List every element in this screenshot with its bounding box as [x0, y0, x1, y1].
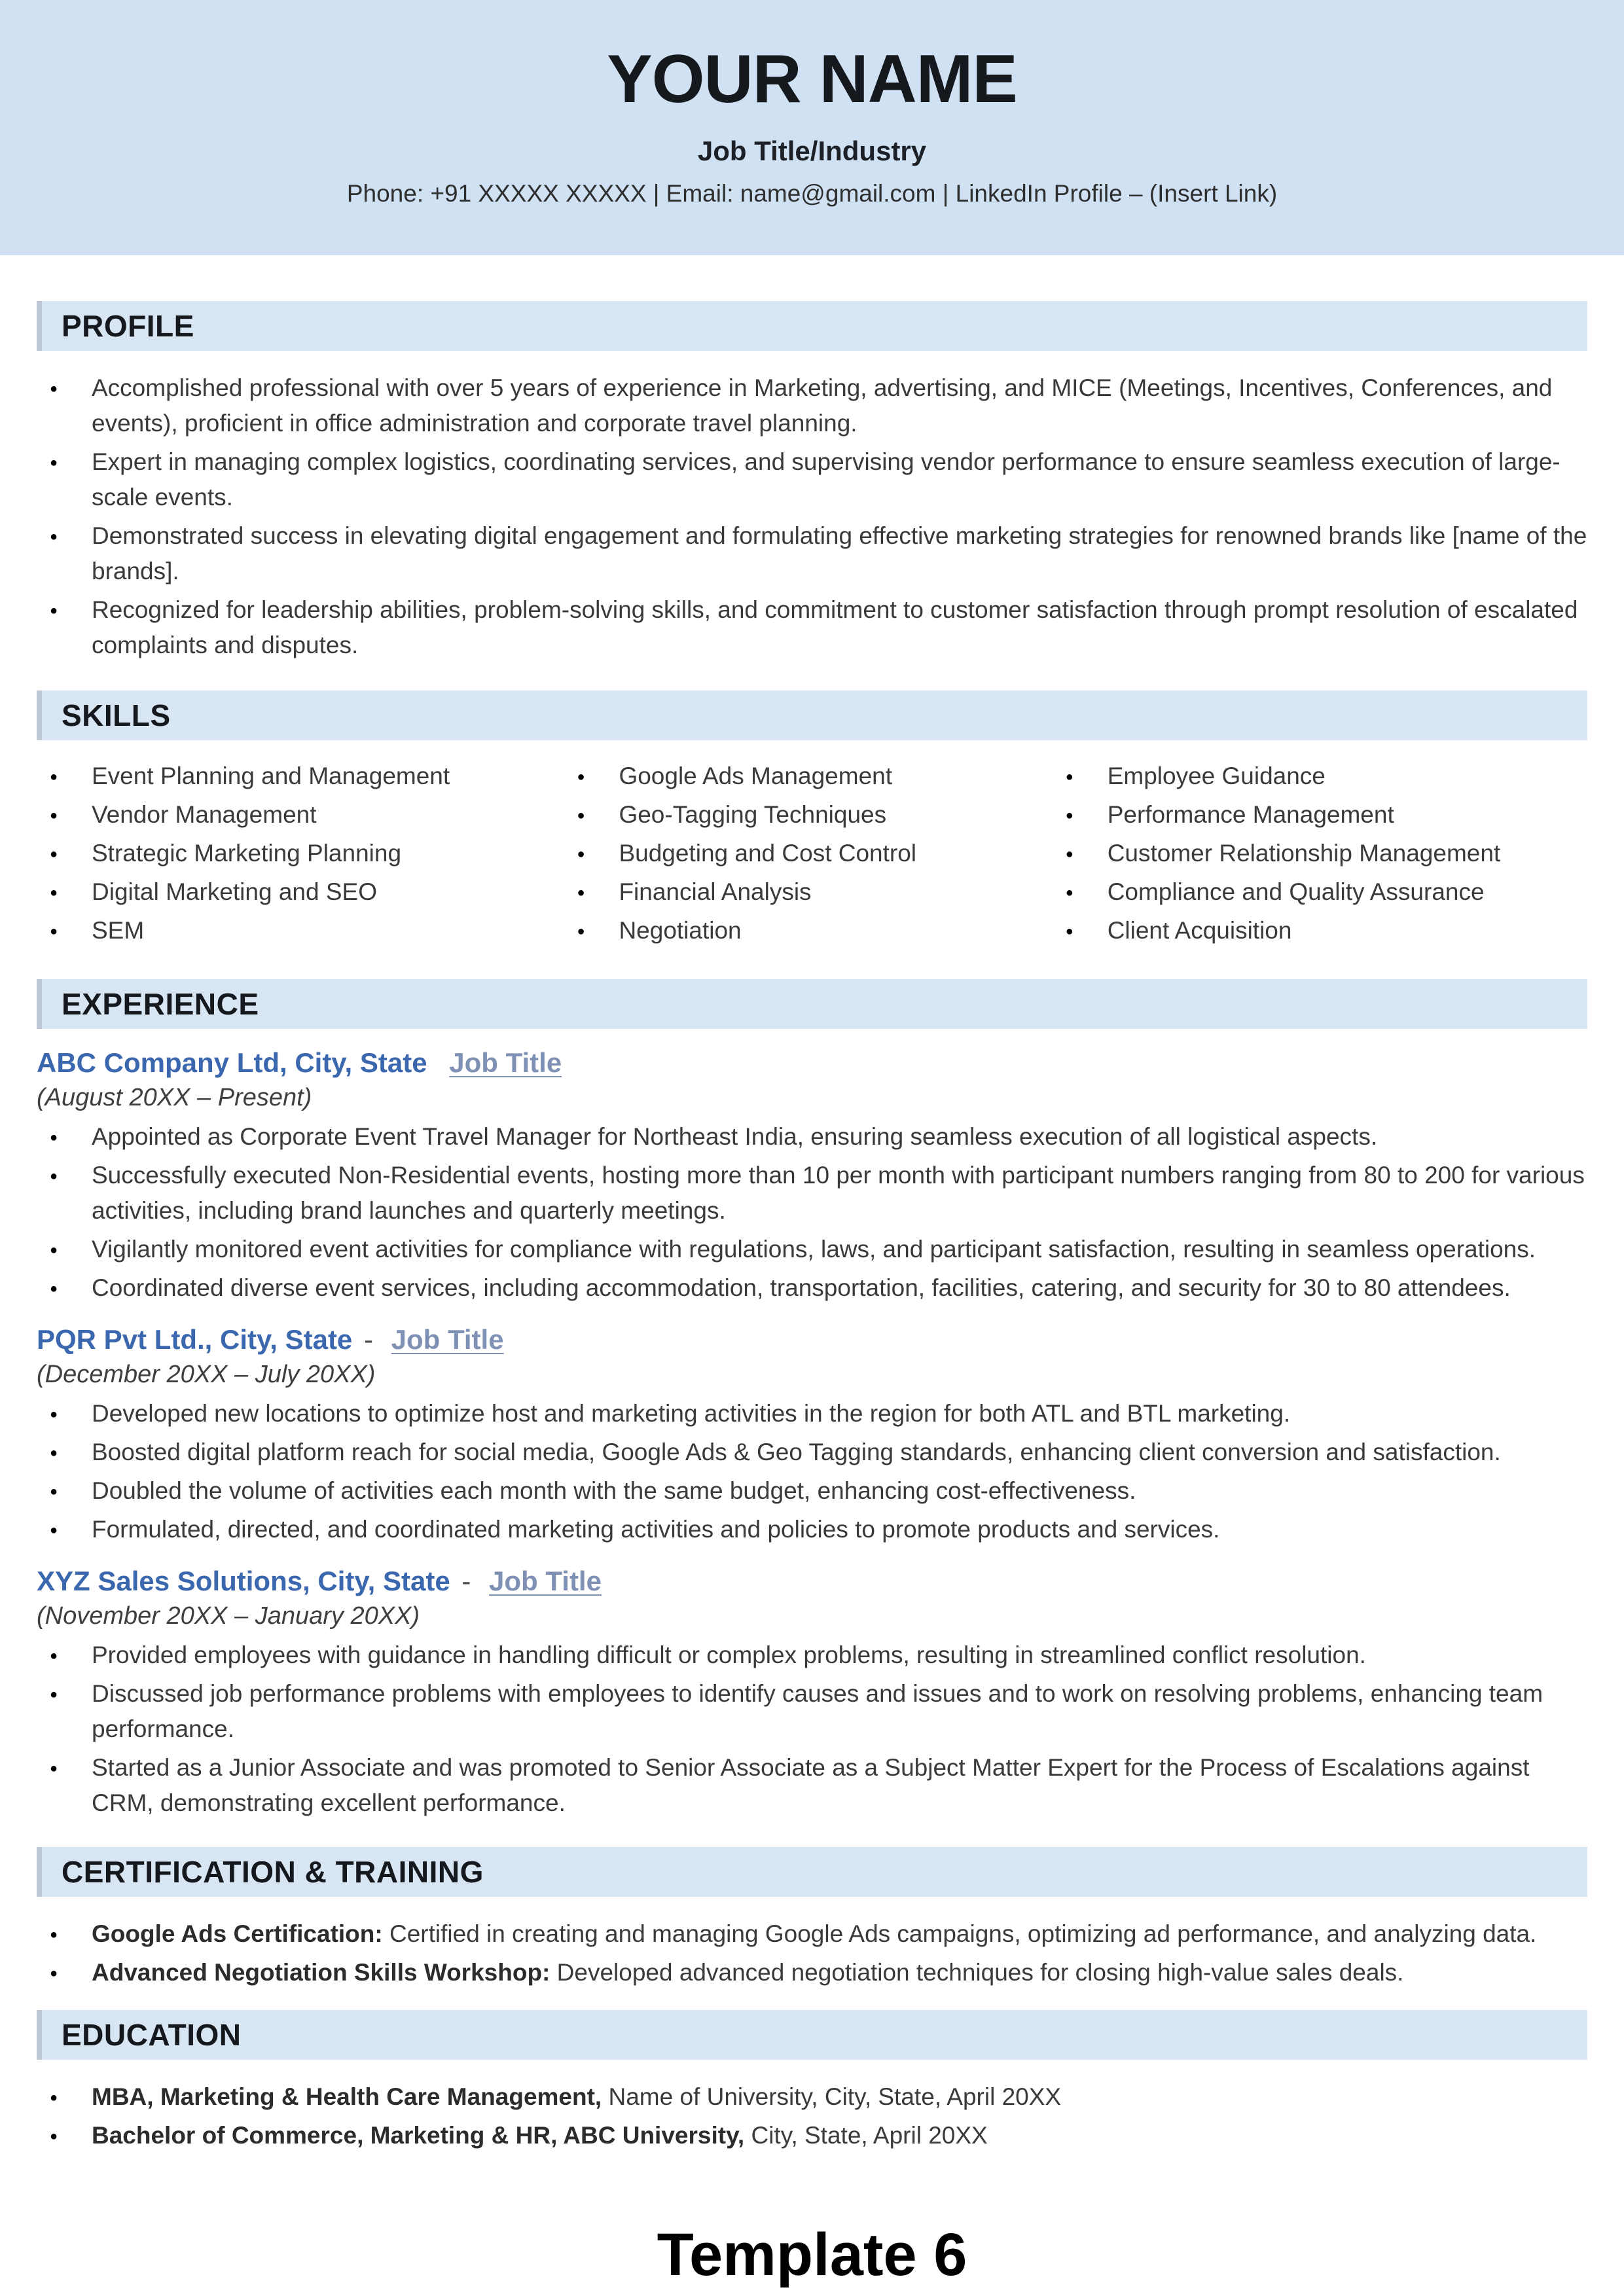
section-title-profile: PROFILE [62, 309, 194, 343]
section-header-certification [37, 1847, 1587, 1897]
skill-item: ● Financial Analysis [564, 874, 1052, 910]
experience-job-2 [37, 1323, 1587, 1547]
skills-column-2 [564, 759, 1052, 952]
job-dates: (November 20XX – January 20XX) [37, 1602, 420, 1630]
skill-item: ● Google Ads Management [564, 759, 1052, 794]
section-header-experience [37, 979, 1587, 1029]
certification-item-lead: Google Ads Certification: [92, 1920, 383, 1947]
education-item [37, 2079, 1587, 2115]
job-bullet-list [37, 1119, 1587, 1306]
skills-grid [37, 759, 1587, 952]
education-item-text: Name of University, City, State, April 20XX [602, 2083, 1062, 2110]
job-bullet-list [37, 1396, 1587, 1547]
job-title-link[interactable]: Job Title [391, 1324, 504, 1355]
certification-item [37, 1955, 1587, 1990]
job-bullet: ● Developed new locations to optimize host and marketing activities in the region for both ATL and BTL marketing. [37, 1396, 1587, 1431]
skill-item: ● Customer Relationship Management [1053, 836, 1587, 871]
skill-item: ● Budgeting and Cost Control [564, 836, 1052, 871]
job-heading [37, 1046, 1587, 1080]
job-bullet: ● Doubled the volume of activities each month with the same budget, enhancing cost-effectiveness. [37, 1473, 1587, 1509]
job-bullet: ● Provided employees with guidance in handling difficult or complex problems, resulting in streamlined conflict resolution. [37, 1638, 1587, 1673]
profile-bullet: ● Demonstrated success in elevating digital engagement and formulating effective marketing strategies for renowned brands like [name of the brands]. [37, 518, 1587, 589]
certification-item [37, 1916, 1587, 1952]
profile-bullet: ● Recognized for leadership abilities, problem-solving skills, and commitment to customer satisfaction through prompt resolution of escalated complaints and disputes. [37, 592, 1587, 663]
education-item-lead: Bachelor of Commerce, Marketing & HR, ABC University, [92, 2122, 745, 2149]
job-title-link[interactable]: Job Title [489, 1566, 602, 1596]
skill-item: ● Geo-Tagging Techniques [564, 797, 1052, 833]
job-bullet: ● Coordinated diverse event services, including accommodation, transportation, facilities, catering, and security for 30 to 80 attendees. [37, 1270, 1587, 1306]
skill-item: ● Client Acquisition [1053, 913, 1587, 948]
company-name: PQR Pvt Ltd., City, State [37, 1324, 353, 1355]
skill-item: ● Employee Guidance [1053, 759, 1587, 794]
template-label: Template 6 [657, 2221, 967, 2288]
section-header-education [37, 2010, 1587, 2060]
education-item-lead: MBA, Marketing & Health Care Management, [92, 2083, 602, 2110]
header-job-title: Job Title/Industry [697, 135, 927, 166]
skill-item: ● Digital Marketing and SEO [37, 874, 564, 910]
job-heading [37, 1323, 1587, 1357]
company-name: ABC Company Ltd, City, State [37, 1047, 427, 1078]
section-title-experience: EXPERIENCE [62, 987, 259, 1021]
section-title-certification: CERTIFICATION & TRAINING [62, 1855, 484, 1889]
job-title-link[interactable]: Job Title [449, 1047, 562, 1078]
header-contact-line: Phone: +91 XXXXX XXXXX | Email: name@gmail.com | LinkedIn Profile – (Insert Link) [346, 180, 1278, 207]
job-bullet: ● Discussed job performance problems with employees to identify causes and issues and to work on resolving problems, enhancing team performance. [37, 1676, 1587, 1747]
skill-item: ● Compliance and Quality Assurance [1053, 874, 1587, 910]
skill-item: ● SEM [37, 913, 564, 948]
section-header-profile [37, 301, 1587, 351]
section-title-skills: SKILLS [62, 698, 171, 732]
profile-bullet: ● Expert in managing complex logistics, coordinating services, and supervising vendor performance to ensure seamless execution of large-scale events. [37, 444, 1587, 515]
job-bullet: ● Started as a Junior Associate and was promoted to Senior Associate as a Subject Matter Expert for the Process of Escalations against CRM, demonstrating excellent performance. [37, 1750, 1587, 1821]
skills-column-1 [37, 759, 564, 952]
certification-item-lead: Advanced Negotiation Skills Workshop: [92, 1959, 550, 1986]
company-title-separator: - [461, 1566, 471, 1596]
job-dates: (December 20XX – July 20XX) [37, 1361, 376, 1388]
profile-list [37, 370, 1587, 663]
skill-item: ● Strategic Marketing Planning [37, 836, 564, 871]
certification-item-text: Developed advanced negotiation techniques for closing high-value sales deals. [550, 1959, 1404, 1986]
job-bullet-list [37, 1638, 1587, 1821]
company-title-separator: - [363, 1324, 373, 1355]
skill-item: ● Negotiation [564, 913, 1052, 948]
education-item-text: City, State, April 20XX [744, 2122, 988, 2149]
job-bullet: ● Appointed as Corporate Event Travel Manager for Northeast India, ensuring seamless execution of all logistical aspects. [37, 1119, 1587, 1155]
education-list [37, 2079, 1587, 2153]
skill-item: ● Vendor Management [37, 797, 564, 833]
page-title: YOUR NAME [607, 41, 1017, 117]
certification-item-text: Certified in creating and managing Google Ads campaigns, optimizing ad performance, and analyzing data. [382, 1920, 1537, 1947]
section-header-skills [37, 691, 1587, 740]
job-dates: (August 20XX – Present) [37, 1084, 312, 1111]
skill-item: ● Performance Management [1053, 797, 1587, 833]
skill-item: ● Event Planning and Management [37, 759, 564, 794]
experience-job-3 [37, 1564, 1587, 1821]
profile-bullet: ● Accomplished professional with over 5 years of experience in Marketing, advertising, and MICE (Meetings, Incentives, Conferences, and events), proficient in office administration and corporate travel planning. [37, 370, 1587, 441]
section-title-education: EDUCATION [62, 2018, 242, 2052]
company-name: XYZ Sales Solutions, City, State [37, 1566, 450, 1596]
resume-header [0, 0, 1624, 255]
job-bullet: ● Boosted digital platform reach for social media, Google Ads & Geo Tagging standards, enhancing client conversion and satisfaction. [37, 1435, 1587, 1470]
resume-body [0, 301, 1624, 2153]
education-item [37, 2118, 1587, 2153]
job-heading [37, 1564, 1587, 1598]
experience-job-1 [37, 1046, 1587, 1306]
skills-column-3 [1053, 759, 1587, 952]
certification-list [37, 1916, 1587, 1990]
job-bullet: ● Vigilantly monitored event activities for compliance with regulations, laws, and participant satisfaction, resulting in seamless operations. [37, 1232, 1587, 1267]
job-bullet: ● Successfully executed Non-Residential events, hosting more than 10 per month with participant numbers ranging from 80 to 200 for various activities, including brand launches and quarterly meetings. [37, 1158, 1587, 1229]
job-bullet: ● Formulated, directed, and coordinated marketing activities and policies to promote products and services. [37, 1512, 1587, 1547]
